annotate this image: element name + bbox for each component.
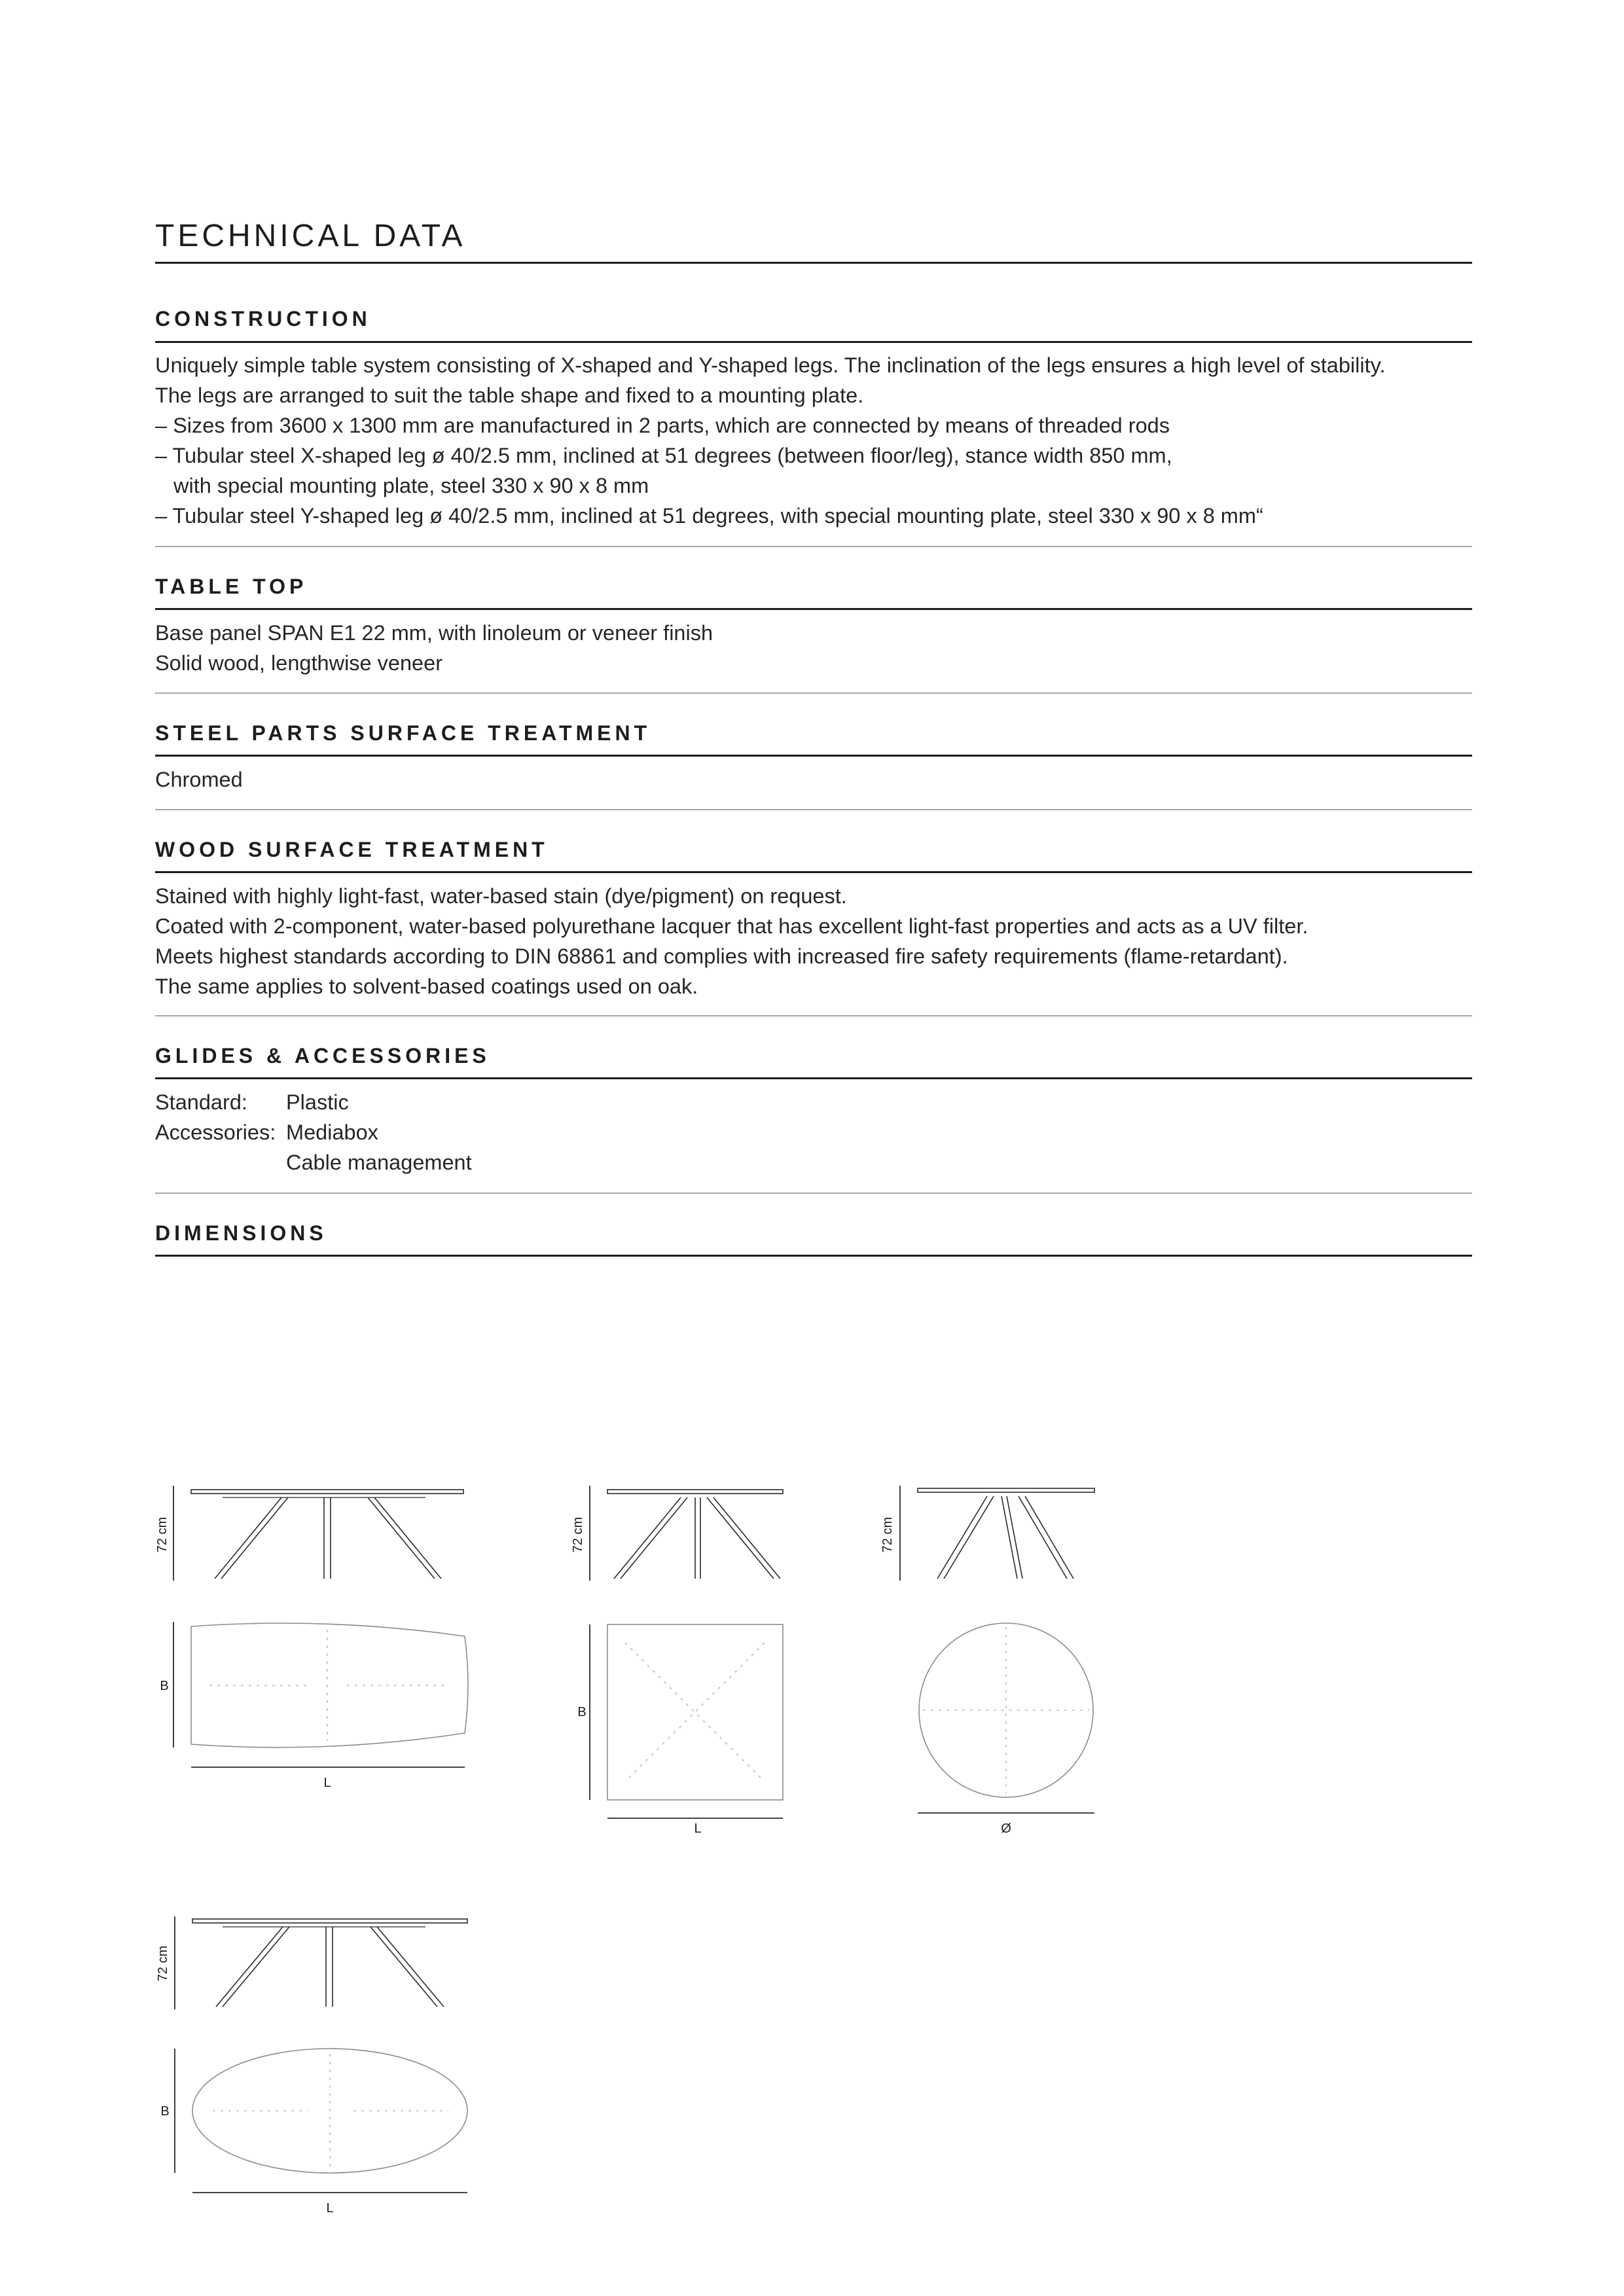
wood-treatment-line: Stained with highly light-fast, water-based stain (dye/pigment) on request.: [155, 884, 847, 908]
glides-value: Cable management: [286, 1151, 472, 1174]
wood-treatment-heading: WOOD SURFACE TREATMENT: [155, 838, 549, 861]
oval-table-side-view: [175, 1916, 467, 2009]
steel-treatment-line: Chromed: [155, 768, 243, 791]
construction-line: The legs are arranged to suit the table shape and fixed to a mounting plate.: [155, 384, 864, 407]
diameter-label: Ø: [1001, 1821, 1011, 1836]
dimensions-heading: DIMENSIONS: [155, 1221, 327, 1245]
width-label: B: [577, 1705, 586, 1719]
table-top-heading: TABLE TOP: [155, 575, 308, 598]
square-table-side-view: [590, 1486, 783, 1581]
square-tabletop-outline: [607, 1624, 783, 1800]
glides-heading: GLIDES & ACCESSORIES: [155, 1044, 490, 1067]
construction-line: with special mounting plate, steel 330 x 90 x 8 mm: [173, 474, 649, 497]
construction-line: – Tubular steel Y-shaped leg ø 40/2.5 mm, inclined at 51 degrees, with special mounting plate, steel 330 x 90 x 8 mm“: [155, 504, 1263, 528]
glides-value: Plastic: [286, 1090, 349, 1114]
round-table-top-view: [918, 1623, 1094, 1813]
glides-key: Accessories:: [155, 1121, 276, 1144]
round-table-side-view: [900, 1486, 1094, 1581]
width-label: B: [160, 1679, 169, 1693]
glides-key: Standard:: [155, 1090, 247, 1114]
height-label: 72 cm: [155, 1516, 170, 1553]
height-label: 72 cm: [571, 1516, 585, 1553]
table-top-line: Base panel SPAN E1 22 mm, with linoleum or veneer finish: [155, 621, 713, 645]
height-label: 72 cm: [156, 1945, 170, 1982]
construction-heading: CONSTRUCTION: [155, 307, 371, 331]
round-tabletop-outline: [919, 1623, 1093, 1797]
glides-value: Mediabox: [286, 1121, 378, 1144]
length-label: L: [694, 1821, 702, 1836]
square-table-top-view: [590, 1624, 783, 1818]
construction-line: – Sizes from 3600 x 1300 mm are manufactured in 2 parts, which are connected by means of threaded rods: [155, 414, 1170, 437]
width-label: B: [160, 2104, 170, 2119]
wood-treatment-line: Coated with 2-component, water-based polyurethane lacquer that has excellent light-fast properties and acts as a UV filter.: [155, 914, 1308, 938]
construction-line: Uniquely simple table system consisting of X-shaped and Y-shaped legs. The inclination of the legs ensures a high level of stability.: [155, 353, 1386, 377]
length-label: L: [326, 2201, 334, 2215]
wood-treatment-line: Meets highest standards according to DIN 68861 and complies with increased fire safety requirements (flame-retardant).: [155, 944, 1288, 968]
oval-table-top-view: [175, 2049, 467, 2193]
boat-table-side-view: [173, 1486, 463, 1581]
table-top-profile: [191, 1490, 463, 1494]
table-top-line: Solid wood, lengthwise veneer: [155, 651, 443, 675]
construction-line: – Tubular steel X-shaped leg ø 40/2.5 mm, inclined at 51 degrees (between floor/leg), stance width 850 mm,: [155, 444, 1172, 467]
length-label: L: [323, 1776, 331, 1790]
boat-table-top-view: [173, 1622, 468, 1767]
steel-treatment-heading: STEEL PARTS SURFACE TREATMENT: [155, 721, 651, 745]
page-title: TECHNICAL DATA: [155, 219, 466, 253]
wood-treatment-line: The same applies to solvent-based coatings used on oak.: [155, 975, 698, 998]
height-label: 72 cm: [880, 1516, 895, 1553]
